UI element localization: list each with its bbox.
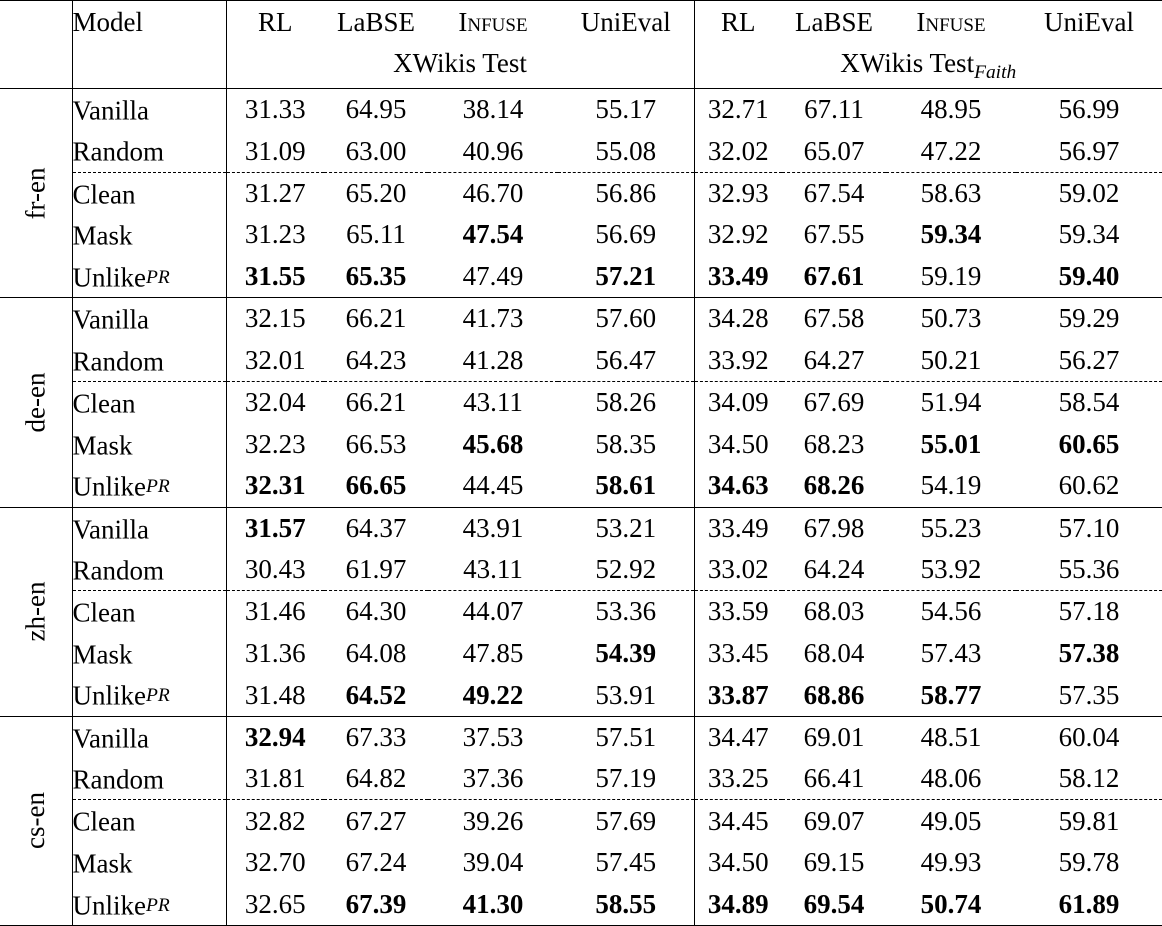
value-cell: 64.52 (345, 679, 407, 710)
value-cell: 54.39 (558, 633, 694, 675)
value-cell: 46.70 (428, 172, 558, 214)
language-pair-text: fr-en (20, 167, 51, 220)
table-row (0, 423, 1162, 465)
value-cell: 67.61 (803, 261, 865, 292)
model-name-cell (72, 591, 226, 633)
value-cell: 56.97 (1058, 135, 1120, 166)
value-cell: 39.04 (462, 847, 524, 878)
value-cell: 57.10 (1058, 512, 1120, 543)
value-cell: 56.86 (558, 172, 694, 214)
value-cell: 31.48 (244, 679, 306, 710)
table-row (0, 298, 1162, 340)
value-cell: 32.92 (707, 219, 769, 250)
value-cell: 34.09 (694, 381, 782, 423)
model-name: Random (72, 345, 164, 376)
value-cell: 67.69 (782, 381, 886, 423)
value-cell: 56.27 (1058, 344, 1120, 375)
model-name-cell (72, 256, 226, 298)
language-pair-text: zh-en (20, 581, 51, 642)
value-cell: 37.53 (462, 721, 524, 752)
value-cell: 59.34 (920, 219, 982, 250)
table-row (0, 842, 1162, 884)
value-cell: 59.81 (1016, 800, 1162, 842)
table-row (0, 591, 1162, 633)
model-name: Vanilla (72, 95, 149, 126)
model-name-cell (72, 340, 226, 382)
model-name-cell (72, 423, 226, 465)
value-cell: 69.54 (803, 888, 865, 919)
value-cell: 64.24 (803, 554, 865, 585)
value-cell: 64.08 (345, 637, 407, 668)
value-cell: 47.49 (462, 261, 524, 292)
value-cell: 58.77 (920, 679, 982, 710)
value-cell: 41.30 (462, 888, 524, 919)
language-group-fr-en (0, 89, 1162, 298)
value-cell: 65.20 (324, 172, 428, 214)
value-cell: 34.28 (707, 303, 769, 334)
value-cell: 58.12 (1058, 763, 1120, 794)
header-metric-infuse: Infuse (916, 7, 986, 38)
value-cell: 67.98 (803, 512, 865, 543)
table-row (0, 256, 1162, 298)
value-cell: 47.22 (920, 135, 982, 166)
model-name: Random (72, 555, 164, 586)
model-name: Clean (72, 388, 136, 419)
model-name: Unlike (72, 889, 146, 920)
value-cell: 32.15 (244, 303, 306, 334)
model-name: Mask (72, 429, 133, 460)
model-name-cell (72, 716, 226, 758)
value-cell: 32.93 (694, 172, 782, 214)
value-cell: 32.04 (226, 381, 324, 423)
model-name-cell (72, 172, 226, 214)
header-row-metrics (0, 1, 1162, 45)
table-row (0, 716, 1162, 758)
value-cell: 59.40 (1058, 261, 1120, 292)
value-cell: 48.51 (920, 721, 982, 752)
value-cell: 56.47 (558, 340, 694, 382)
value-cell: 56.99 (1058, 94, 1120, 125)
value-cell: 49.93 (920, 847, 982, 878)
value-cell: 45.68 (462, 428, 524, 459)
value-cell: 67.11 (804, 94, 864, 125)
value-cell: 34.45 (694, 800, 782, 842)
value-cell: 53.21 (558, 507, 694, 549)
table-row (0, 89, 1162, 131)
value-cell: 53.91 (558, 674, 694, 716)
header-metric-infuse: Infuse (458, 7, 528, 38)
value-cell: 31.46 (226, 591, 324, 633)
value-cell: 51.94 (886, 381, 1016, 423)
value-cell: 41.28 (462, 344, 524, 375)
header-corner (0, 1, 72, 45)
table-row (0, 381, 1162, 423)
value-cell: 49.05 (886, 800, 1016, 842)
value-cell: 32.70 (244, 847, 306, 878)
table-row (0, 214, 1162, 256)
header-row-groups (0, 45, 1162, 89)
value-cell: 44.07 (428, 591, 558, 633)
model-name-cell (72, 130, 226, 172)
value-cell: 58.35 (558, 423, 694, 465)
table-row (0, 465, 1162, 507)
header-model: Model (72, 1, 226, 45)
value-cell: 68.23 (803, 428, 865, 459)
language-pair-label (0, 507, 72, 716)
model-name-cell (72, 381, 226, 423)
model-name-cell (72, 758, 226, 800)
value-cell: 30.43 (244, 554, 306, 585)
language-pair-label (0, 716, 72, 925)
header-metric-unieval: UniEval (558, 1, 694, 45)
value-cell: 69.01 (803, 721, 865, 752)
value-cell: 31.57 (244, 512, 306, 543)
model-name: Unlike (72, 471, 146, 502)
value-cell: 37.36 (462, 763, 524, 794)
value-cell: 64.95 (345, 94, 407, 125)
value-cell: 34.63 (707, 470, 769, 501)
value-cell: 57.51 (558, 716, 694, 758)
value-cell: 48.06 (920, 763, 982, 794)
value-cell: 53.92 (920, 554, 982, 585)
group-subscript: Faith (974, 61, 1017, 83)
value-cell: 34.50 (707, 428, 769, 459)
value-cell: 54.56 (886, 591, 1016, 633)
value-cell: 66.21 (345, 303, 407, 334)
language-pair-label (0, 298, 72, 507)
value-cell: 32.31 (244, 470, 306, 501)
value-cell: 68.03 (782, 591, 886, 633)
model-name: Random (72, 136, 164, 167)
value-cell: 67.58 (803, 303, 865, 334)
table-row (0, 884, 1162, 926)
model-name-cell (72, 507, 226, 549)
value-cell: 50.73 (920, 303, 982, 334)
value-cell: 31.09 (244, 135, 306, 166)
value-cell: 34.47 (707, 721, 769, 752)
value-cell: 49.22 (462, 679, 524, 710)
value-cell: 31.33 (244, 94, 306, 125)
value-cell: 67.54 (782, 172, 886, 214)
model-subscript: PR (146, 685, 170, 707)
value-cell: 57.21 (558, 256, 694, 298)
table-row (0, 674, 1162, 716)
model-name-cell (72, 465, 226, 507)
group-label: XWikis Test (393, 48, 527, 79)
value-cell: 32.01 (244, 344, 306, 375)
value-cell: 50.21 (920, 344, 982, 375)
value-cell: 64.82 (345, 763, 407, 794)
value-cell: 59.19 (920, 261, 982, 292)
value-cell: 31.36 (244, 637, 306, 668)
value-cell: 67.55 (803, 219, 865, 250)
value-cell: 68.04 (803, 637, 865, 668)
model-name: Mask (72, 639, 133, 670)
language-pair-text: cs-en (20, 792, 51, 850)
group-label: XWikis Test (840, 48, 975, 79)
language-group-zh-en (0, 507, 1162, 716)
value-cell: 47.85 (462, 637, 524, 668)
value-cell: 33.02 (707, 554, 769, 585)
value-cell: 33.49 (707, 512, 769, 543)
value-cell: 31.27 (226, 172, 324, 214)
model-name: Unlike (72, 680, 146, 711)
value-cell: 32.71 (707, 94, 769, 125)
model-name: Mask (72, 848, 133, 879)
model-name: Vanilla (72, 513, 149, 544)
model-name-cell (72, 674, 226, 716)
table-row (0, 758, 1162, 800)
value-cell: 58.61 (558, 465, 694, 507)
value-cell: 55.36 (1058, 554, 1120, 585)
value-cell: 48.95 (920, 94, 982, 125)
value-cell: 55.01 (920, 428, 982, 459)
table-row (0, 549, 1162, 591)
table-row (0, 172, 1162, 214)
value-cell: 57.43 (920, 637, 982, 668)
value-cell: 57.18 (1016, 591, 1162, 633)
value-cell: 66.53 (345, 428, 407, 459)
value-cell: 47.54 (462, 219, 524, 250)
value-cell: 57.60 (558, 298, 694, 340)
model-subscript: PR (146, 476, 170, 498)
model-name: Clean (72, 597, 136, 628)
model-name: Clean (72, 179, 136, 209)
header-metric-labse: LaBSE (337, 7, 415, 38)
value-cell: 32.82 (226, 800, 324, 842)
model-name: Mask (72, 220, 133, 251)
model-name-cell (72, 549, 226, 591)
header-metric-rl: RL (720, 7, 756, 38)
value-cell: 64.27 (803, 344, 865, 375)
value-cell: 69.15 (803, 847, 865, 878)
header-blank (72, 45, 226, 89)
value-cell: 66.41 (803, 763, 865, 794)
model-name-cell (72, 884, 226, 926)
value-cell: 59.78 (1058, 847, 1120, 878)
language-pair-text: de-en (20, 372, 51, 433)
value-cell: 40.96 (462, 135, 524, 166)
value-cell: 65.11 (346, 219, 406, 250)
value-cell: 57.35 (1058, 679, 1120, 710)
value-cell: 57.45 (558, 842, 694, 884)
value-cell: 41.73 (462, 303, 524, 334)
language-group-cs-en (0, 716, 1162, 925)
value-cell: 52.92 (558, 549, 694, 591)
model-subscript: PR (146, 266, 170, 288)
value-cell: 33.87 (707, 679, 769, 710)
model-name-cell (72, 89, 226, 131)
model-name-cell (72, 842, 226, 884)
value-cell: 61.97 (345, 554, 407, 585)
value-cell: 68.86 (803, 679, 865, 710)
value-cell: 67.39 (345, 888, 407, 919)
value-cell: 67.33 (345, 721, 407, 752)
model-name: Clean (72, 806, 136, 837)
value-cell: 60.65 (1058, 428, 1120, 459)
value-cell: 60.04 (1058, 721, 1120, 752)
model-subscript: PR (146, 894, 170, 916)
value-cell: 58.26 (558, 381, 694, 423)
value-cell: 33.45 (707, 637, 769, 668)
value-cell: 60.62 (1058, 470, 1120, 501)
value-cell: 64.23 (345, 344, 407, 375)
value-cell: 55.23 (920, 512, 982, 543)
table-row (0, 633, 1162, 675)
value-cell: 34.89 (707, 888, 769, 919)
table-row (0, 507, 1162, 549)
value-cell: 31.23 (244, 219, 306, 250)
model-name-cell (72, 800, 226, 842)
value-cell: 59.29 (1058, 303, 1120, 334)
value-cell: 58.55 (558, 884, 694, 926)
value-cell: 63.00 (345, 135, 407, 166)
table-row (0, 800, 1162, 842)
value-cell: 67.24 (345, 847, 407, 878)
header-metric-labse: LaBSE (795, 7, 873, 38)
header-group-test-faith (694, 45, 1162, 89)
model-name: Vanilla (72, 304, 149, 335)
header-group-test (226, 45, 694, 89)
value-cell: 32.02 (707, 135, 769, 166)
language-group-de-en (0, 298, 1162, 507)
value-cell: 32.23 (244, 428, 306, 459)
table-header (0, 1, 1162, 89)
value-cell: 34.50 (707, 847, 769, 878)
value-cell: 38.14 (462, 94, 524, 125)
value-cell: 32.94 (244, 721, 306, 752)
value-cell: 53.36 (558, 591, 694, 633)
value-cell: 68.26 (803, 470, 865, 501)
value-cell: 31.55 (244, 261, 306, 292)
model-name: Unlike (72, 262, 146, 293)
value-cell: 58.54 (1016, 381, 1162, 423)
value-cell: 44.45 (462, 470, 524, 501)
value-cell: 33.59 (694, 591, 782, 633)
value-cell: 66.21 (324, 381, 428, 423)
value-cell: 39.26 (428, 800, 558, 842)
header-metric-unieval: UniEval (1044, 7, 1134, 38)
value-cell: 33.92 (707, 344, 769, 375)
value-cell: 43.11 (463, 554, 523, 585)
value-cell: 54.19 (920, 470, 982, 501)
value-cell: 69.07 (782, 800, 886, 842)
model-name-cell (72, 633, 226, 675)
value-cell: 55.17 (558, 89, 694, 131)
value-cell: 57.38 (1058, 637, 1120, 668)
model-name: Vanilla (72, 723, 149, 754)
model-name-cell (72, 298, 226, 340)
value-cell: 65.07 (803, 135, 865, 166)
value-cell: 67.27 (324, 800, 428, 842)
value-cell: 33.49 (707, 261, 769, 292)
value-cell: 50.74 (920, 888, 982, 919)
model-name: Random (72, 764, 164, 795)
value-cell: 66.65 (345, 470, 407, 501)
value-cell: 31.81 (244, 763, 306, 794)
value-cell: 55.08 (558, 130, 694, 172)
value-cell: 57.69 (558, 800, 694, 842)
value-cell: 33.25 (707, 763, 769, 794)
value-cell: 32.65 (244, 888, 306, 919)
value-cell: 59.34 (1058, 219, 1120, 250)
value-cell: 64.37 (345, 512, 407, 543)
value-cell: 61.89 (1058, 888, 1120, 919)
value-cell: 56.69 (558, 214, 694, 256)
table-row (0, 340, 1162, 382)
language-pair-label (0, 89, 72, 298)
model-name-cell (72, 214, 226, 256)
value-cell: 65.35 (345, 261, 407, 292)
value-cell: 57.19 (558, 758, 694, 800)
value-cell: 43.11 (428, 381, 558, 423)
table-row (0, 130, 1162, 172)
value-cell: 58.63 (886, 172, 1016, 214)
header-blank (0, 45, 72, 89)
header-metric-rl: RL (257, 7, 293, 38)
value-cell: 64.30 (324, 591, 428, 633)
value-cell: 43.91 (462, 512, 524, 543)
value-cell: 59.02 (1016, 172, 1162, 214)
